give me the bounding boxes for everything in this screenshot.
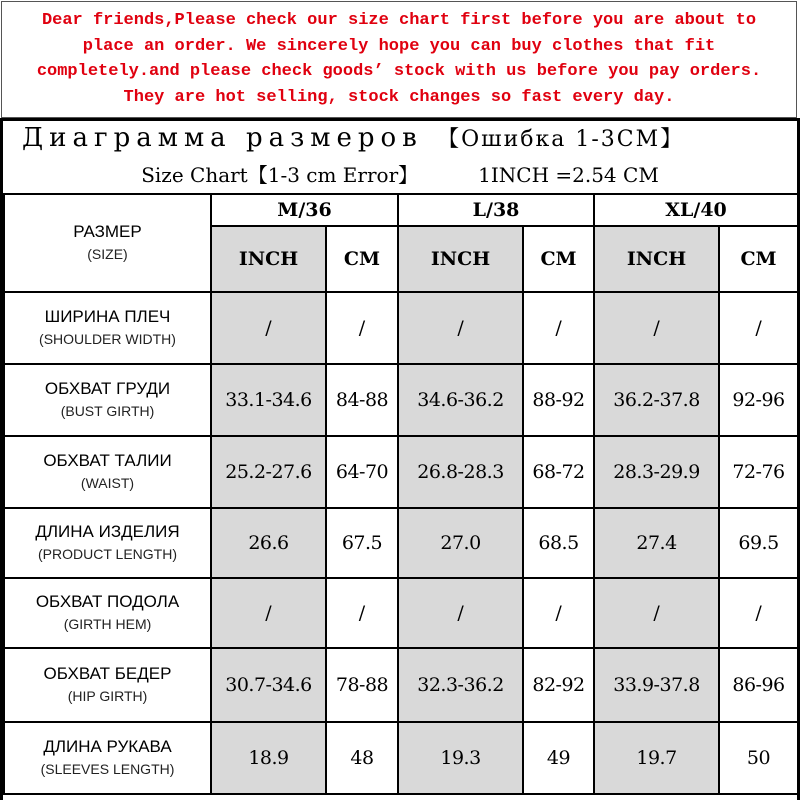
- inch-value-cell: /: [594, 578, 719, 648]
- inch-value-cell: 32.3-36.2: [398, 648, 523, 722]
- measurement-label: [4, 508, 211, 578]
- cm-value-cell: 72-76: [719, 436, 798, 508]
- cm-value-cell: /: [719, 292, 798, 364]
- measurement-label-en: (SLEEVES LENGTH): [40, 761, 175, 777]
- inch-value-cell: 34.6-36.2: [398, 364, 523, 436]
- table-row: [4, 436, 798, 508]
- measurement-label-en: (GIRTH HEM): [63, 616, 152, 632]
- inch-value-cell: 26.8-28.3: [398, 436, 523, 508]
- cm-value-cell: 82-92: [523, 648, 594, 722]
- inch-value-cell: /: [398, 578, 523, 648]
- size-table: [3, 193, 799, 795]
- measurement-label-en: (WAIST): [80, 475, 135, 491]
- size-chart-title-ru: [22, 120, 684, 156]
- table-row: [4, 722, 798, 794]
- measurement-label-ru: ОБХВАТ ГРУДИ: [44, 379, 171, 398]
- inch-value-cell: 27.4: [594, 508, 719, 578]
- cm-value-cell: 88-92: [523, 364, 594, 436]
- cm-value-cell: /: [719, 578, 798, 648]
- measurement-label-en: (HIP GIRTH): [67, 688, 148, 704]
- measurement-label-en: (BUST GIRTH): [60, 403, 155, 419]
- title-en-text: Size Chart【1-3 cm Error】: [141, 163, 419, 187]
- unit-inch-header: INCH: [594, 226, 719, 292]
- measurement-label: [4, 722, 211, 794]
- inch-value-cell: 18.9: [211, 722, 326, 794]
- table-row: [4, 578, 798, 648]
- cm-value-cell: 48: [326, 722, 398, 794]
- cm-value-cell: 68-72: [523, 436, 594, 508]
- measurement-label-ru: ДЛИНА ИЗДЕЛИЯ: [35, 522, 180, 541]
- cm-value-cell: /: [326, 578, 398, 648]
- measurement-label-en: (PRODUCT LENGTH): [38, 546, 177, 562]
- inch-value-cell: /: [594, 292, 719, 364]
- inch-value-cell: 26.6: [211, 508, 326, 578]
- notice-line: place an order. We sincerely hope you can buy clothes that fit: [82, 36, 716, 56]
- measurement-label-ru: ДЛИНА РУКАВА: [43, 737, 172, 756]
- size-xl-header: XL/40: [594, 194, 798, 226]
- cm-value-cell: 50: [719, 722, 798, 794]
- measurement-label-ru: ОБХВАТ БЕДЕР: [43, 664, 172, 683]
- measurement-label-ru: ШИРИНА ПЛЕЧ: [44, 307, 171, 326]
- cm-value-cell: /: [523, 578, 594, 648]
- table-row: [4, 648, 798, 722]
- unit-inch-header: INCH: [398, 226, 523, 292]
- size-chart-title-en: [0, 158, 800, 192]
- notice-line: They are hot selling, stock changes so fast every day.: [123, 87, 675, 107]
- title-ru-text: Диаграмма размеров: [22, 123, 423, 153]
- table-row: [4, 508, 798, 578]
- inch-value-cell: 33.1-34.6: [211, 364, 326, 436]
- inch-value-cell: 19.7: [594, 722, 719, 794]
- measurement-label-ru: ОБХВАТ ПОДОЛА: [35, 592, 180, 611]
- cm-value-cell: 67.5: [326, 508, 398, 578]
- measurement-label-ru: ОБХВАТ ТАЛИИ: [43, 451, 172, 470]
- inch-value-cell: /: [398, 292, 523, 364]
- cm-value-cell: /: [326, 292, 398, 364]
- notice-line: Dear friends,Please check our size chart first before you are about to: [41, 11, 757, 30]
- inch-value-cell: 19.3: [398, 722, 523, 794]
- inch-value-cell: /: [211, 578, 326, 648]
- measurement-label: [4, 648, 211, 722]
- measurement-label: [4, 364, 211, 436]
- table-row: [4, 292, 798, 364]
- notice-line: completely.and please check goods’ stock with us before you pay orders.: [36, 62, 762, 81]
- unit-cm-header: CM: [326, 226, 398, 292]
- inch-value-cell: 25.2-27.6: [211, 436, 326, 508]
- cm-value-cell: 86-96: [719, 648, 798, 722]
- size-l-header: L/38: [398, 194, 594, 226]
- inch-conversion: 1INCH =2.54 CM: [478, 163, 659, 187]
- size-header-en: (SIZE): [87, 246, 128, 262]
- inch-value-cell: /: [211, 292, 326, 364]
- cm-value-cell: 64-70: [326, 436, 398, 508]
- size-header-cell: [4, 194, 211, 292]
- title-ru-error: 【Ошибка 1-3СМ】: [437, 127, 685, 152]
- cm-value-cell: 92-96: [719, 364, 798, 436]
- table-row: [4, 364, 798, 436]
- measurement-label: [4, 436, 211, 508]
- measurement-label-en: (SHOULDER WIDTH): [39, 331, 176, 347]
- cm-value-cell: 78-88: [326, 648, 398, 722]
- inch-value-cell: 27.0: [398, 508, 523, 578]
- cm-value-cell: 49: [523, 722, 594, 794]
- unit-cm-header: CM: [719, 226, 798, 292]
- measurement-label: [4, 578, 211, 648]
- unit-inch-header: INCH: [211, 226, 326, 292]
- inch-value-cell: 30.7-34.6: [211, 648, 326, 722]
- size-m-header: M/36: [211, 194, 398, 226]
- inch-value-cell: 28.3-29.9: [594, 436, 719, 508]
- unit-cm-header: CM: [523, 226, 594, 292]
- size-header-ru: РАЗМЕР: [73, 222, 142, 241]
- cm-value-cell: 84-88: [326, 364, 398, 436]
- cm-value-cell: /: [523, 292, 594, 364]
- order-notice: [1, 1, 797, 118]
- inch-value-cell: 33.9-37.8: [594, 648, 719, 722]
- cm-value-cell: 68.5: [523, 508, 594, 578]
- cm-value-cell: 69.5: [719, 508, 798, 578]
- inch-value-cell: 36.2-37.8: [594, 364, 719, 436]
- measurement-label: [4, 292, 211, 364]
